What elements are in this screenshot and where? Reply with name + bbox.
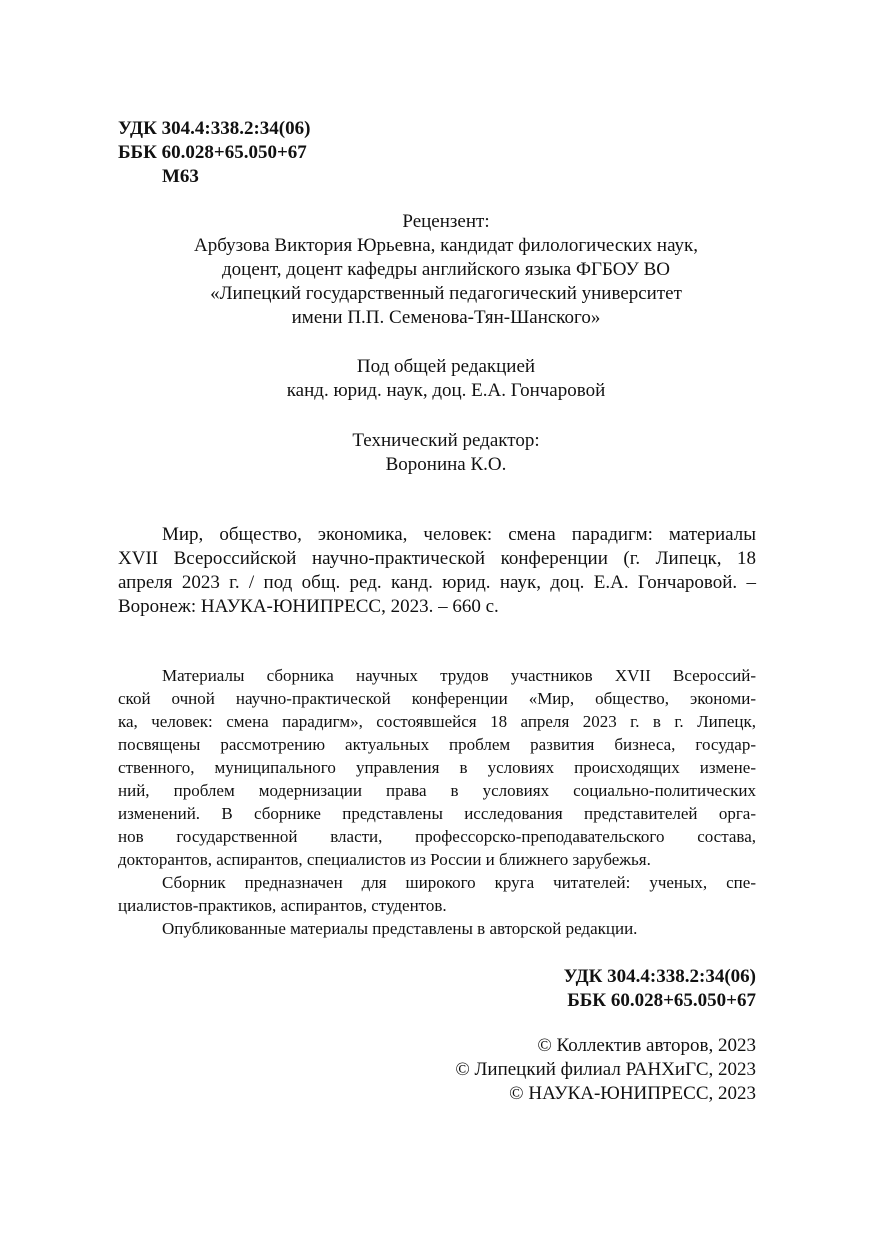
reviewer-section (8, 210, 876, 330)
udk-code: УДК 304.4:338.2:34(06) (563, 966, 756, 987)
general-editor-section (8, 355, 876, 403)
citation-line: апреля 2023 г. / под общ. ред. канд. юрид. наук, доц. Е.А. Гончаровой. – (118, 572, 756, 593)
abstract-line: Опубликованные материалы представлены в авторской редакции. (162, 919, 638, 938)
reviewer-line: доцент, доцент кафедры английского языка ФГБОУ ВО (221, 259, 671, 280)
udk-code: УДК 304.4:338.2:34(06) (118, 118, 311, 139)
abstract-line: посвящены рассмотрению актуальных проблем развития бизнеса, государ- (118, 735, 756, 754)
abstract-line: ской очной научно-практической конференции «Мир, общество, экономи- (118, 689, 756, 708)
copyright-line: © Коллектив авторов, 2023 (537, 1035, 756, 1056)
abstract-line: Сборник предназначен для широкого круга читателей: ученых, спе- (162, 873, 756, 892)
abstract (118, 664, 756, 940)
abstract-line: ка, человек: смена парадигм», состоявшейся 18 апреля 2023 г. в г. Липецк, (118, 712, 756, 731)
citation-line: Воронеж: НАУКА-ЮНИПРЕСС, 2023. – 660 с. (118, 596, 499, 617)
classification-codes-top (118, 117, 310, 189)
copyright-line: © Липецкий филиал РАНХиГС, 2023 (455, 1059, 756, 1080)
author-mark: М63 (162, 166, 199, 187)
reviewer-line: «Липецкий государственный педагогический университет (210, 283, 682, 304)
bbk-code: ББК 60.028+65.050+67 (118, 142, 307, 163)
abstract-line: докторантов, аспирантов, специалистов из России и ближнего зарубежья. (118, 850, 651, 869)
classification-codes-bottom (564, 965, 756, 1013)
copyright-line: © НАУКА-ЮНИПРЕСС, 2023 (509, 1083, 756, 1104)
bbk-code: ББК 60.028+65.050+67 (567, 990, 756, 1011)
abstract-line: циалистов-практиков, аспирантов, студентов. (118, 896, 447, 915)
citation-line: Мир, общество, экономика, человек: смена парадигм: материалы (162, 524, 756, 545)
copyright-section (455, 1034, 756, 1106)
general-editor-title: Под общей редакцией (356, 356, 536, 377)
reviewer-title: Рецензент: (402, 211, 490, 232)
abstract-line: ний, проблем модернизации права в условиях социально-политических (118, 781, 756, 800)
general-editor-name: канд. юрид. наук, доц. Е.А. Гончаровой (286, 380, 606, 401)
technical-editor-section (8, 429, 876, 477)
abstract-line: нов государственной власти, профессорско-преподавательского состава, (118, 827, 756, 846)
technical-editor-title: Технический редактор: (352, 430, 540, 451)
citation-line: XVII Всероссийской научно-практической конференции (г. Липецк, 18 (118, 548, 756, 569)
abstract-line: ственного, муниципального управления в условиях происходящих измене- (118, 758, 756, 777)
abstract-line: изменений. В сборнике представлены исследования представителей орга- (118, 804, 756, 823)
reviewer-line: Арбузова Виктория Юрьевна, кандидат филологических наук, (193, 235, 699, 256)
bibliographic-citation (118, 523, 756, 619)
abstract-line: Материалы сборника научных трудов участников XVII Всероссий- (162, 666, 756, 685)
technical-editor-name: Воронина К.О. (385, 454, 507, 475)
reviewer-line: имени П.П. Семенова-Тян-Шанского» (291, 307, 601, 328)
